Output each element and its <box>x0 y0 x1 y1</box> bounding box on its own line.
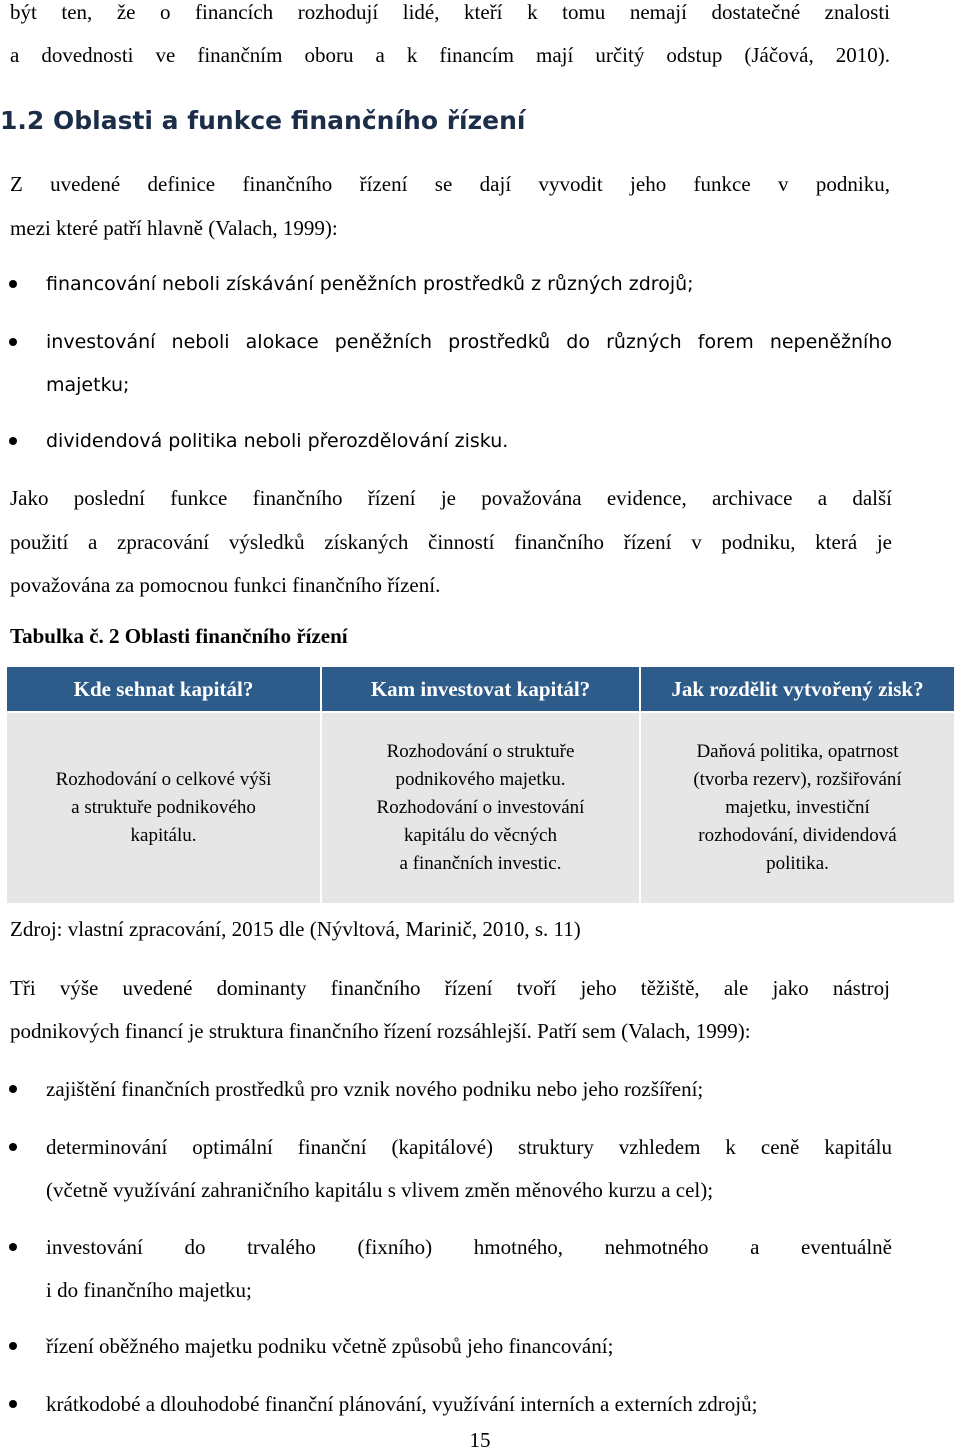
bullet-icon <box>9 280 17 288</box>
section-heading: 1.2 Oblasti a funkce finančního řízení <box>0 106 526 135</box>
bullet-icon <box>9 1085 17 1093</box>
bullet-icon <box>9 1400 17 1408</box>
cell-line: Daňová politika, opatrnost <box>696 741 899 762</box>
para2-line-1: Jako poslední funkce finančního řízení je považována evidence, archivace a další <box>10 486 892 510</box>
continuation-line-1: Tři výše uvedené dominanty finančního řízení tvoří jeho těžiště, ale jako nástroj <box>10 976 890 1000</box>
table-header-cell: Kde sehnat kapitál? <box>7 667 321 712</box>
cell-line: podnikového majetku. <box>395 769 566 790</box>
cell-line: Rozhodování o investování <box>376 797 585 818</box>
bullet-icon <box>9 1243 17 1251</box>
bullet-icon <box>9 1342 17 1350</box>
list-item-text: investování neboli alokace peněžních prostředků do různých forem nepeněžního <box>46 331 892 353</box>
para2-line-2: použití a zpracování výsledků získaných činností finančního řízení v podniku, která je <box>10 530 892 554</box>
table-row <box>7 712 954 903</box>
cell-line: a finančních investic. <box>399 853 562 874</box>
list-item-text: dividendová politika neboli přerozdělování zisku. <box>46 430 509 452</box>
continuation-line-2: podnikových financí je struktura finančního řízení rozsáhlejší. Patří sem (Valach, 1999): <box>10 1019 751 1043</box>
table-source: Zdroj: vlastní zpracování, 2015 dle (Nývltová, Marinič, 2010, s. 11) <box>10 917 581 941</box>
page-number: 15 <box>469 1428 491 1452</box>
cell-line: kapitálu. <box>130 825 197 846</box>
intro-line-1: být ten, že o financích rozhodují lidé, kteří k tomu nemají dostatečné znalosti <box>10 0 890 24</box>
table-cell <box>640 712 954 903</box>
list-item-text: investování do trvalého (fixního) hmotného, nehmotného a eventuálně <box>46 1235 892 1259</box>
cell-line: Rozhodování o struktuře <box>386 741 575 762</box>
cell-line: (tvorba rezerv), rozšiřování <box>693 769 902 790</box>
bullet-icon <box>9 1143 17 1151</box>
table-caption: Tabulka č. 2 Oblasti finančního řízení <box>10 624 348 648</box>
table-header-row <box>7 667 954 712</box>
bullet-icon <box>9 437 17 445</box>
list-item-text-cont: i do finančního majetku; <box>46 1278 252 1302</box>
list-item-text: financování neboli získávání peněžních prostředků z různých zdrojů; <box>46 273 694 295</box>
cell-line: a struktuře podnikového <box>71 797 256 818</box>
list-item-text: krátkodobé a dlouhodobé finanční plánování, využívání interních a externích zdrojů; <box>46 1392 758 1416</box>
list-item-text: řízení oběžného majetku podniku včetně způsobů jeho financování; <box>46 1334 614 1358</box>
list-item-text: determinování optimální finanční (kapitálové) struktury vzhledem k ceně kapitálu <box>46 1135 892 1159</box>
cell-line: kapitálu do věcných <box>403 825 557 846</box>
section-para-line-2: mezi které patří hlavně (Valach, 1999): <box>10 216 338 240</box>
cell-line: rozhodování, dividendová <box>698 825 897 846</box>
list-item-text: zajištění finančních prostředků pro vznik nového podniku nebo jeho rozšíření; <box>46 1077 704 1101</box>
cell-line: majetku, investiční <box>725 797 870 818</box>
bullet-icon <box>9 338 17 346</box>
cell-line: politika. <box>766 853 829 874</box>
para2-line-3: považována za pomocnou funkci finančního řízení. <box>10 573 441 597</box>
cell-line: Rozhodování o celkové výši <box>55 769 272 790</box>
table-header-cell: Jak rozdělit vytvořený zisk? <box>640 667 954 712</box>
table-cell <box>7 712 321 903</box>
table-header-cell: Kam investovat kapitál? <box>321 667 640 712</box>
finance-areas-table <box>7 667 954 903</box>
intro-line-2: a dovednosti ve finančním oboru a k financím mají určitý odstup (Jáčová, 2010). <box>10 43 890 67</box>
table-cell <box>321 712 640 903</box>
list-item-text-cont: majetku; <box>46 374 130 396</box>
section-para-line-1: Z uvedené definice finančního řízení se dají vyvodit jeho funkce v podniku, <box>10 172 890 196</box>
list-item-text-cont: (včetně využívání zahraničního kapitálu s vlivem změn měnového kurzu a cel); <box>46 1178 714 1202</box>
